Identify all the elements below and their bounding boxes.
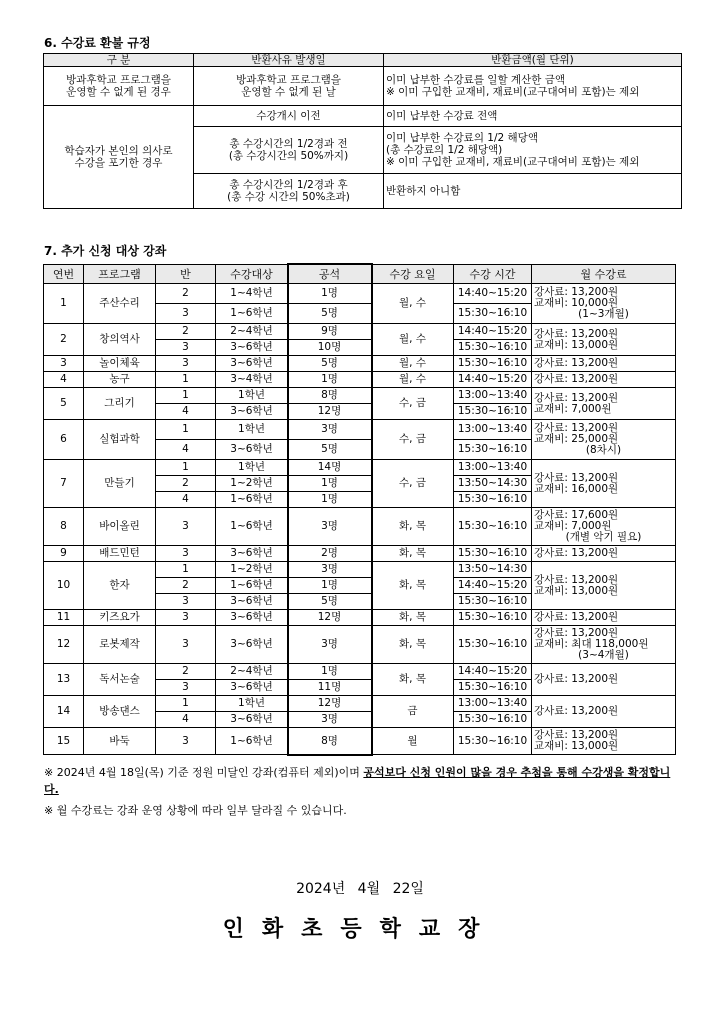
course-row (44, 372, 676, 388)
course-fee: 강사료: 13,200원 교재비: 13,000원 (532, 562, 676, 610)
course-fee: 강사료: 17,600원 교재비: 7,000원 (개별 악기 필요) (532, 508, 676, 546)
course-header-3: 수강대상 (216, 265, 288, 284)
course-vacancy: 14명 (288, 460, 372, 476)
course-number: 15 (44, 728, 84, 755)
course-fee: 강사료: 13,200원 (532, 356, 676, 372)
course-class: 1 (156, 460, 216, 476)
note-lottery-text: ※ 2024년 4월 18일(목) 기준 정원 미달인 강좌(컴퓨터 제외)이며 (44, 766, 364, 779)
course-class: 3 (156, 546, 216, 562)
course-days: 화, 목 (372, 562, 454, 610)
course-target: 1~6학년 (216, 578, 288, 594)
course-row (44, 460, 676, 476)
course-number: 6 (44, 420, 84, 460)
course-vacancy: 1명 (288, 284, 372, 304)
course-target: 3~6학년 (216, 680, 288, 696)
header-cell-0: 구 분 (44, 54, 194, 67)
course-vacancy: 1명 (288, 492, 372, 508)
course-target: 1~6학년 (216, 304, 288, 324)
course-row (44, 664, 676, 680)
course-fee: 강사료: 13,200원 교재비: 7,000원 (532, 388, 676, 420)
course-vacancy: 9명 (288, 324, 372, 340)
course-class: 3 (156, 610, 216, 626)
course-class: 4 (156, 712, 216, 728)
course-target: 1~6학년 (216, 492, 288, 508)
course-time: 14:40~15:20 (454, 372, 532, 388)
course-target: 3~6학년 (216, 440, 288, 460)
course-name: 농구 (84, 372, 156, 388)
refund-row (44, 67, 682, 106)
course-time: 13:00~13:40 (454, 388, 532, 404)
course-vacancy: 2명 (288, 546, 372, 562)
course-time: 14:40~15:20 (454, 324, 532, 340)
course-time: 15:30~16:10 (454, 356, 532, 372)
course-days: 화, 목 (372, 610, 454, 626)
course-time: 13:50~14:30 (454, 562, 532, 578)
course-target: 3~6학년 (216, 546, 288, 562)
course-class: 3 (156, 340, 216, 356)
course-table (43, 264, 676, 755)
course-days: 월, 수 (372, 324, 454, 356)
course-number: 7 (44, 460, 84, 508)
course-class: 1 (156, 420, 216, 440)
course-fee: 강사료: 13,200원 교재비: 10,000원 (1~3개월) (532, 284, 676, 324)
course-number: 1 (44, 284, 84, 324)
course-number: 4 (44, 372, 84, 388)
course-number: 2 (44, 324, 84, 356)
course-vacancy: 3명 (288, 508, 372, 546)
course-name: 놀이체육 (84, 356, 156, 372)
course-row (44, 626, 676, 664)
course-name: 바둑 (84, 728, 156, 755)
course-row (44, 546, 676, 562)
course-time: 15:30~16:10 (454, 728, 532, 755)
course-vacancy: 10명 (288, 340, 372, 356)
course-name: 바이올린 (84, 508, 156, 546)
course-target: 3~6학년 (216, 594, 288, 610)
refund-occasion: 총 수강시간의 1/2경과 후 (총 수강 시간의 50%초과) (194, 174, 384, 209)
refund-occasion: 방과후학교 프로그램을 운영할 수 없게 된 날 (194, 67, 384, 106)
course-time: 15:30~16:10 (454, 404, 532, 420)
course-days: 수, 금 (372, 460, 454, 508)
course-name: 방송댄스 (84, 696, 156, 728)
course-days: 수, 금 (372, 388, 454, 420)
course-number: 13 (44, 664, 84, 696)
course-class: 3 (156, 508, 216, 546)
course-time: 15:30~16:10 (454, 680, 532, 696)
course-number: 10 (44, 562, 84, 610)
course-vacancy: 1명 (288, 664, 372, 680)
course-vacancy: 5명 (288, 356, 372, 372)
course-time: 14:40~15:20 (454, 284, 532, 304)
course-days: 화, 목 (372, 508, 454, 546)
course-number: 5 (44, 388, 84, 420)
course-name: 키즈요가 (84, 610, 156, 626)
course-class: 2 (156, 578, 216, 594)
course-target: 2~4학년 (216, 324, 288, 340)
course-days: 금 (372, 696, 454, 728)
refund-occasion: 수강개시 이전 (194, 106, 384, 127)
course-time: 13:00~13:40 (454, 460, 532, 476)
course-vacancy: 1명 (288, 578, 372, 594)
course-fee: 강사료: 13,200원 교재비: 13,000원 (532, 728, 676, 755)
course-vacancy: 3명 (288, 562, 372, 578)
course-fee: 강사료: 13,200원 교재비: 최대 118,000원 (3~4개월) (532, 626, 676, 664)
refund-table (43, 53, 682, 209)
course-vacancy: 3명 (288, 626, 372, 664)
course-name: 배드민턴 (84, 546, 156, 562)
course-class: 3 (156, 304, 216, 324)
course-class: 4 (156, 440, 216, 460)
course-time: 15:30~16:10 (454, 340, 532, 356)
course-vacancy: 12명 (288, 610, 372, 626)
course-number: 14 (44, 696, 84, 728)
refund-occasion: 총 수강시간의 1/2경과 전 (총 수강시간의 50%까지) (194, 127, 384, 174)
course-number: 8 (44, 508, 84, 546)
course-vacancy: 8명 (288, 728, 372, 755)
course-time: 15:30~16:10 (454, 610, 532, 626)
principal-signature: 인화초등학교장 (222, 917, 498, 942)
course-class: 2 (156, 324, 216, 340)
course-vacancy: 5명 (288, 594, 372, 610)
course-target: 3~6학년 (216, 404, 288, 420)
course-class: 2 (156, 664, 216, 680)
course-fee: 강사료: 13,200원 (532, 546, 676, 562)
course-time: 15:30~16:10 (454, 594, 532, 610)
course-fee: 강사료: 13,200원 교재비: 13,000원 (532, 324, 676, 356)
course-fee: 강사료: 13,200원 (532, 664, 676, 696)
section7-title: 7. 추가 신청 대상 강좌 (44, 244, 167, 258)
course-vacancy: 1명 (288, 476, 372, 492)
course-days: 수, 금 (372, 420, 454, 460)
course-class: 4 (156, 404, 216, 420)
note-fee: ※ 월 수강료는 강좌 운영 상황에 따라 일부 달라질 수 있습니다. (44, 804, 347, 817)
course-row (44, 388, 676, 404)
course-time: 15:30~16:10 (454, 304, 532, 324)
course-days: 월, 수 (372, 356, 454, 372)
course-vacancy: 3명 (288, 712, 372, 728)
course-time: 15:30~16:10 (454, 546, 532, 562)
course-time: 14:40~15:20 (454, 578, 532, 594)
course-class: 1 (156, 562, 216, 578)
course-days: 화, 목 (372, 546, 454, 562)
course-row (44, 284, 676, 304)
course-time: 13:00~13:40 (454, 420, 532, 440)
course-vacancy: 11명 (288, 680, 372, 696)
course-fee: 강사료: 13,200원 (532, 372, 676, 388)
course-name: 주산수리 (84, 284, 156, 324)
course-row (44, 562, 676, 578)
course-target: 3~6학년 (216, 356, 288, 372)
course-target: 1~6학년 (216, 508, 288, 546)
course-class: 2 (156, 284, 216, 304)
course-header-1: 프로그램 (84, 265, 156, 284)
course-row (44, 356, 676, 372)
course-vacancy: 1명 (288, 372, 372, 388)
course-vacancy: 12명 (288, 404, 372, 420)
course-header-2: 반 (156, 265, 216, 284)
course-target: 1~2학년 (216, 562, 288, 578)
refund-amount: 이미 납부한 수강료를 일할 계산한 금액 ※ 이미 구입한 교재비, 재료비(교구대여비 포함)는 제외 (384, 67, 682, 106)
refund-row (44, 106, 682, 127)
course-row (44, 696, 676, 712)
refund-amount: 이미 납부한 수강료 전액 (384, 106, 682, 127)
section6-title: 6. 수강료 환불 규정 (44, 36, 151, 50)
refund-amount: 이미 납부한 수강료의 1/2 해당액 (총 수강료의 1/2 해당액) ※ 이미 구입한 교재비, 재료비(교구대여비 포함)는 제외 (384, 127, 682, 174)
course-target: 3~6학년 (216, 626, 288, 664)
course-class: 3 (156, 728, 216, 755)
note-lottery-emphasis: 공석보다 신청 인원이 많을 경우 추첨을 통해 수강생을 확정합니다. (44, 766, 671, 796)
course-target: 3~6학년 (216, 610, 288, 626)
course-header-0: 연번 (44, 265, 84, 284)
course-time: 15:30~16:10 (454, 440, 532, 460)
course-time: 15:30~16:10 (454, 626, 532, 664)
course-days: 월, 수 (372, 284, 454, 324)
course-target: 3~4학년 (216, 372, 288, 388)
course-class: 3 (156, 594, 216, 610)
course-days: 화, 목 (372, 626, 454, 664)
course-name: 만들기 (84, 460, 156, 508)
course-fee: 강사료: 13,200원 (532, 610, 676, 626)
course-header-4: 공석 (288, 265, 372, 284)
refund-category: 학습자가 본인의 의사로 수강을 포기한 경우 (44, 106, 194, 209)
course-row (44, 324, 676, 340)
course-target: 2~4학년 (216, 664, 288, 680)
note-lottery (44, 764, 684, 798)
course-row (44, 610, 676, 626)
course-class: 3 (156, 680, 216, 696)
course-target: 3~6학년 (216, 712, 288, 728)
course-target: 1~2학년 (216, 476, 288, 492)
course-row (44, 728, 676, 755)
header-cell-1: 반환사유 발생일 (194, 54, 384, 67)
course-name: 실험과학 (84, 420, 156, 460)
course-class: 2 (156, 476, 216, 492)
course-vacancy: 3명 (288, 420, 372, 440)
course-number: 9 (44, 546, 84, 562)
course-vacancy: 12명 (288, 696, 372, 712)
course-time: 15:30~16:10 (454, 712, 532, 728)
course-fee: 강사료: 13,200원 교재비: 25,000원 (8차시) (532, 420, 676, 460)
course-name: 로봇제작 (84, 626, 156, 664)
header-cell-2: 반환금액(월 단위) (384, 54, 682, 67)
course-header-5: 수강 요일 (372, 265, 454, 284)
course-fee: 강사료: 13,200원 교재비: 16,000원 (532, 460, 676, 508)
course-class: 3 (156, 626, 216, 664)
course-time: 13:50~14:30 (454, 476, 532, 492)
course-name: 창의역사 (84, 324, 156, 356)
course-target: 1~4학년 (216, 284, 288, 304)
course-days: 월, 수 (372, 372, 454, 388)
course-target: 1학년 (216, 696, 288, 712)
course-name: 한자 (84, 562, 156, 610)
course-fee: 강사료: 13,200원 (532, 696, 676, 728)
course-class: 1 (156, 388, 216, 404)
course-target: 1학년 (216, 460, 288, 476)
course-target: 1~6학년 (216, 728, 288, 755)
course-time: 15:30~16:10 (454, 492, 532, 508)
course-time: 14:40~15:20 (454, 664, 532, 680)
course-vacancy: 8명 (288, 388, 372, 404)
course-days: 화, 목 (372, 664, 454, 696)
refund-category: 방과후학교 프로그램을 운영할 수 없게 된 경우 (44, 67, 194, 106)
course-row (44, 508, 676, 546)
course-target: 3~6학년 (216, 340, 288, 356)
course-row (44, 420, 676, 440)
course-class: 1 (156, 372, 216, 388)
document-date: 2024년 4월 22일 (296, 881, 424, 897)
course-vacancy: 5명 (288, 440, 372, 460)
course-class: 1 (156, 696, 216, 712)
course-class: 3 (156, 356, 216, 372)
course-number: 11 (44, 610, 84, 626)
course-name: 독서논술 (84, 664, 156, 696)
course-header-6: 수강 시간 (454, 265, 532, 284)
refund-amount: 반환하지 아니함 (384, 174, 682, 209)
course-number: 3 (44, 356, 84, 372)
course-target: 1학년 (216, 388, 288, 404)
course-number: 12 (44, 626, 84, 664)
course-days: 월 (372, 728, 454, 755)
course-header-7: 월 수강료 (532, 265, 676, 284)
course-vacancy: 5명 (288, 304, 372, 324)
course-time: 13:00~13:40 (454, 696, 532, 712)
course-class: 4 (156, 492, 216, 508)
course-time: 15:30~16:10 (454, 508, 532, 546)
course-name: 그리기 (84, 388, 156, 420)
course-target: 1학년 (216, 420, 288, 440)
